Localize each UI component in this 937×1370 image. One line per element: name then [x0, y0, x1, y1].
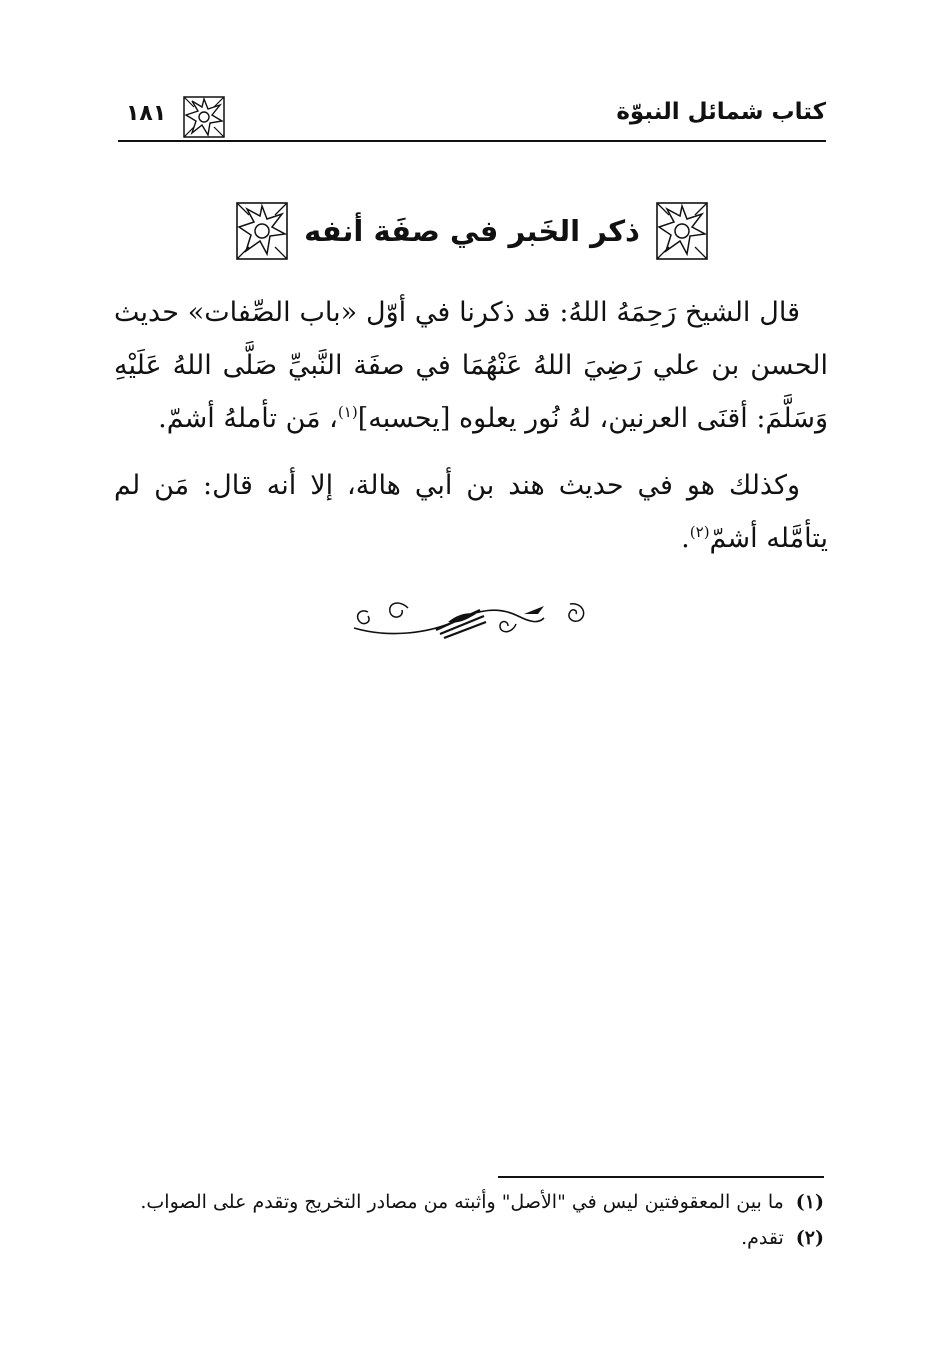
- footnote-1-text: ما بين المعقوفتين ليس في "الأصل" وأثبته من مصادر التخريج وتقدم على الصواب.: [140, 1191, 784, 1213]
- footnotes: [112, 1184, 824, 1256]
- paragraph-2-text-end: .: [681, 523, 690, 554]
- footnote-1-number: (١): [795, 1191, 824, 1213]
- footnote-2: [112, 1220, 824, 1256]
- header-rule: [118, 140, 826, 142]
- paragraph-2-text: وكذلك هو في حديث هند بن أبي هالة، إلا أنه قال: مَن لم يتأمَّله أشمّ: [114, 470, 828, 554]
- footnote-marker-1[interactable]: (١): [337, 403, 358, 421]
- section-heading-row: [118, 198, 826, 264]
- geometric-star-ornament-icon: [234, 200, 290, 262]
- body-text: [114, 286, 828, 579]
- footnote-1: [112, 1184, 824, 1220]
- section-heading: ذكر الخَبر في صفَة أنفه: [304, 214, 640, 248]
- paragraph-1-text-end: ، مَن تأملهُ أشمّ.: [158, 403, 338, 434]
- running-header: [118, 95, 826, 139]
- geometric-star-ornament-icon: [654, 200, 710, 262]
- page-number: ١٨١: [126, 101, 167, 126]
- footnote-rule: [498, 1176, 824, 1178]
- footnote-marker-2[interactable]: (٢): [689, 523, 710, 541]
- floral-flourish-divider: [348, 594, 592, 642]
- footnote-2-text: تقدم.: [741, 1227, 784, 1249]
- footnote-2-number: (٢): [795, 1227, 824, 1249]
- paragraph-1-text: قال الشيخ رَحِمَهُ اللهُ: قد ذكرنا في أوّل «باب الصِّفات» حديث الحسن بن علي رَضِيَ اللهُ عَنْهُمَا في صفَة النَّبيِّ صَلَّى اللهُ عَلَيْهِ وَسَلَّمَ: أقنَى العرنين، لهُ نُور يعلوه [يحسبه]: [114, 297, 828, 434]
- book-title: كتاب شمائل النبوّة: [616, 99, 826, 125]
- paragraph-1: [114, 286, 828, 445]
- geometric-star-ornament-icon: [182, 95, 226, 139]
- paragraph-2: [114, 459, 828, 565]
